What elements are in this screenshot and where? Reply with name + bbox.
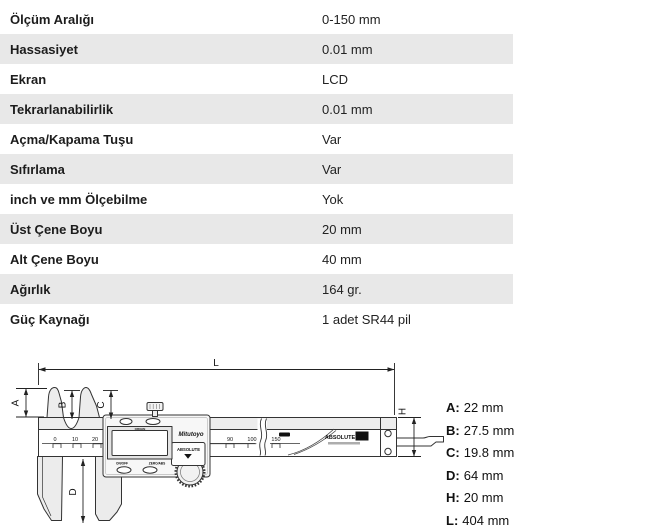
spec-value: Var (322, 161, 342, 177)
legend-letter: A: (446, 400, 460, 415)
zero-abs-button (143, 467, 157, 473)
table-row (0, 274, 513, 304)
legend-value: 64 mm (463, 467, 504, 483)
spec-value: Yok (322, 191, 344, 207)
spec-value: 0.01 mm (322, 41, 373, 57)
patent-text-bar (328, 442, 360, 445)
spec-value: LCD (322, 71, 349, 87)
caliper-drawing-svg (0, 355, 450, 529)
beam-badge-absolute: ABSOLUTE (324, 435, 356, 441)
legend-value: 20 mm (463, 490, 504, 505)
absolute-button (172, 443, 206, 466)
table-row (0, 184, 513, 214)
spec-label: Hassasiyet (10, 41, 78, 57)
on-off-label: ON/OFF (115, 461, 129, 466)
spec-value: Var (322, 131, 342, 147)
svg-text:150: 150 (271, 437, 281, 443)
svg-text:20: 20 (91, 437, 99, 443)
legend-letter: B: (446, 422, 460, 438)
table-row (0, 214, 513, 244)
legend-letter: L: (446, 512, 459, 528)
dim-label-L: L (213, 358, 219, 369)
legend-value: 27.5 mm (463, 422, 515, 438)
brand-logo: Mitutoyo (178, 432, 204, 438)
spec-value: 164 gr. (322, 281, 362, 297)
slider-top-screw (120, 419, 132, 425)
lcd-display (108, 427, 173, 460)
dim-label-B: B (57, 401, 69, 409)
spec-label: Ölçüm Aralığı (10, 11, 95, 27)
legend-item (446, 420, 514, 443)
beam-break (258, 419, 268, 456)
beam-screw-hole (385, 448, 391, 454)
beam-screw-hole (385, 430, 391, 436)
spec-value: 20 mm (322, 221, 362, 237)
dimension-legend (446, 397, 514, 529)
absolute-button-label: ABSOLUTE (176, 447, 201, 452)
on-off-button (117, 467, 131, 473)
legend-value: 22 mm (463, 400, 504, 415)
legend-item (446, 442, 514, 465)
table-row (0, 244, 513, 274)
table-row (0, 304, 513, 334)
zero-abs-label: ZERO/ABS (148, 461, 166, 466)
spec-value: 0.01 mm (322, 101, 373, 117)
legend-value: 19.8 mm (463, 445, 515, 460)
spec-label: Ağırlık (10, 281, 51, 297)
spec-label: Güç Kaynağı (10, 311, 90, 327)
table-row (0, 124, 513, 154)
legend-item (446, 465, 514, 488)
spec-table (0, 4, 513, 334)
table-row (0, 4, 513, 34)
legend-letter: H: (446, 490, 460, 505)
spec-label: Tekrarlanabilirlik (10, 101, 114, 117)
spec-label: Açma/Kapama Tuşu (10, 131, 134, 147)
slider-top-screw (146, 419, 160, 425)
beam-badge-aos: AOS (357, 434, 367, 440)
dim-label-D: D (68, 488, 79, 496)
legend-item (446, 397, 514, 420)
dim-label-A: A (10, 399, 22, 407)
spec-label: Üst Çene Boyu (10, 221, 103, 237)
clamp-screw (147, 403, 163, 417)
dim-label-C: C (96, 401, 107, 409)
depth-rod (397, 437, 444, 447)
fixed-lower-jaw (38, 457, 63, 521)
svg-text:90: 90 (226, 437, 234, 443)
caliper-diagram (0, 355, 450, 529)
legend-item (446, 510, 514, 529)
origin-label: ORIGIN (134, 426, 146, 431)
table-row (0, 94, 513, 124)
spec-label: Alt Çene Boyu (10, 251, 99, 267)
dimension-lines (16, 363, 421, 523)
svg-text:10: 10 (71, 437, 79, 443)
legend-item (446, 487, 514, 510)
svg-text:100: 100 (247, 437, 257, 443)
table-row (0, 64, 513, 94)
legend-value: 404 mm (462, 512, 510, 528)
beam-dash-mark (279, 433, 290, 437)
absolute-aos-badge (325, 432, 369, 445)
svg-text:0: 0 (53, 437, 57, 443)
spec-value: 40 mm (322, 251, 362, 267)
spec-label: Sıfırlama (10, 161, 65, 177)
spec-value: 1 adet SR44 pil (322, 311, 411, 327)
spec-label: inch ve mm Ölçebilme (10, 191, 148, 207)
legend-letter: C: (446, 445, 460, 460)
table-row (0, 154, 513, 184)
beam-swoosh (288, 429, 334, 455)
legend-letter: D: (446, 467, 460, 483)
spec-value: 0-150 mm (322, 11, 381, 27)
spec-label: Ekran (10, 71, 47, 87)
table-row (0, 34, 513, 64)
dim-label-H: H (397, 407, 409, 416)
